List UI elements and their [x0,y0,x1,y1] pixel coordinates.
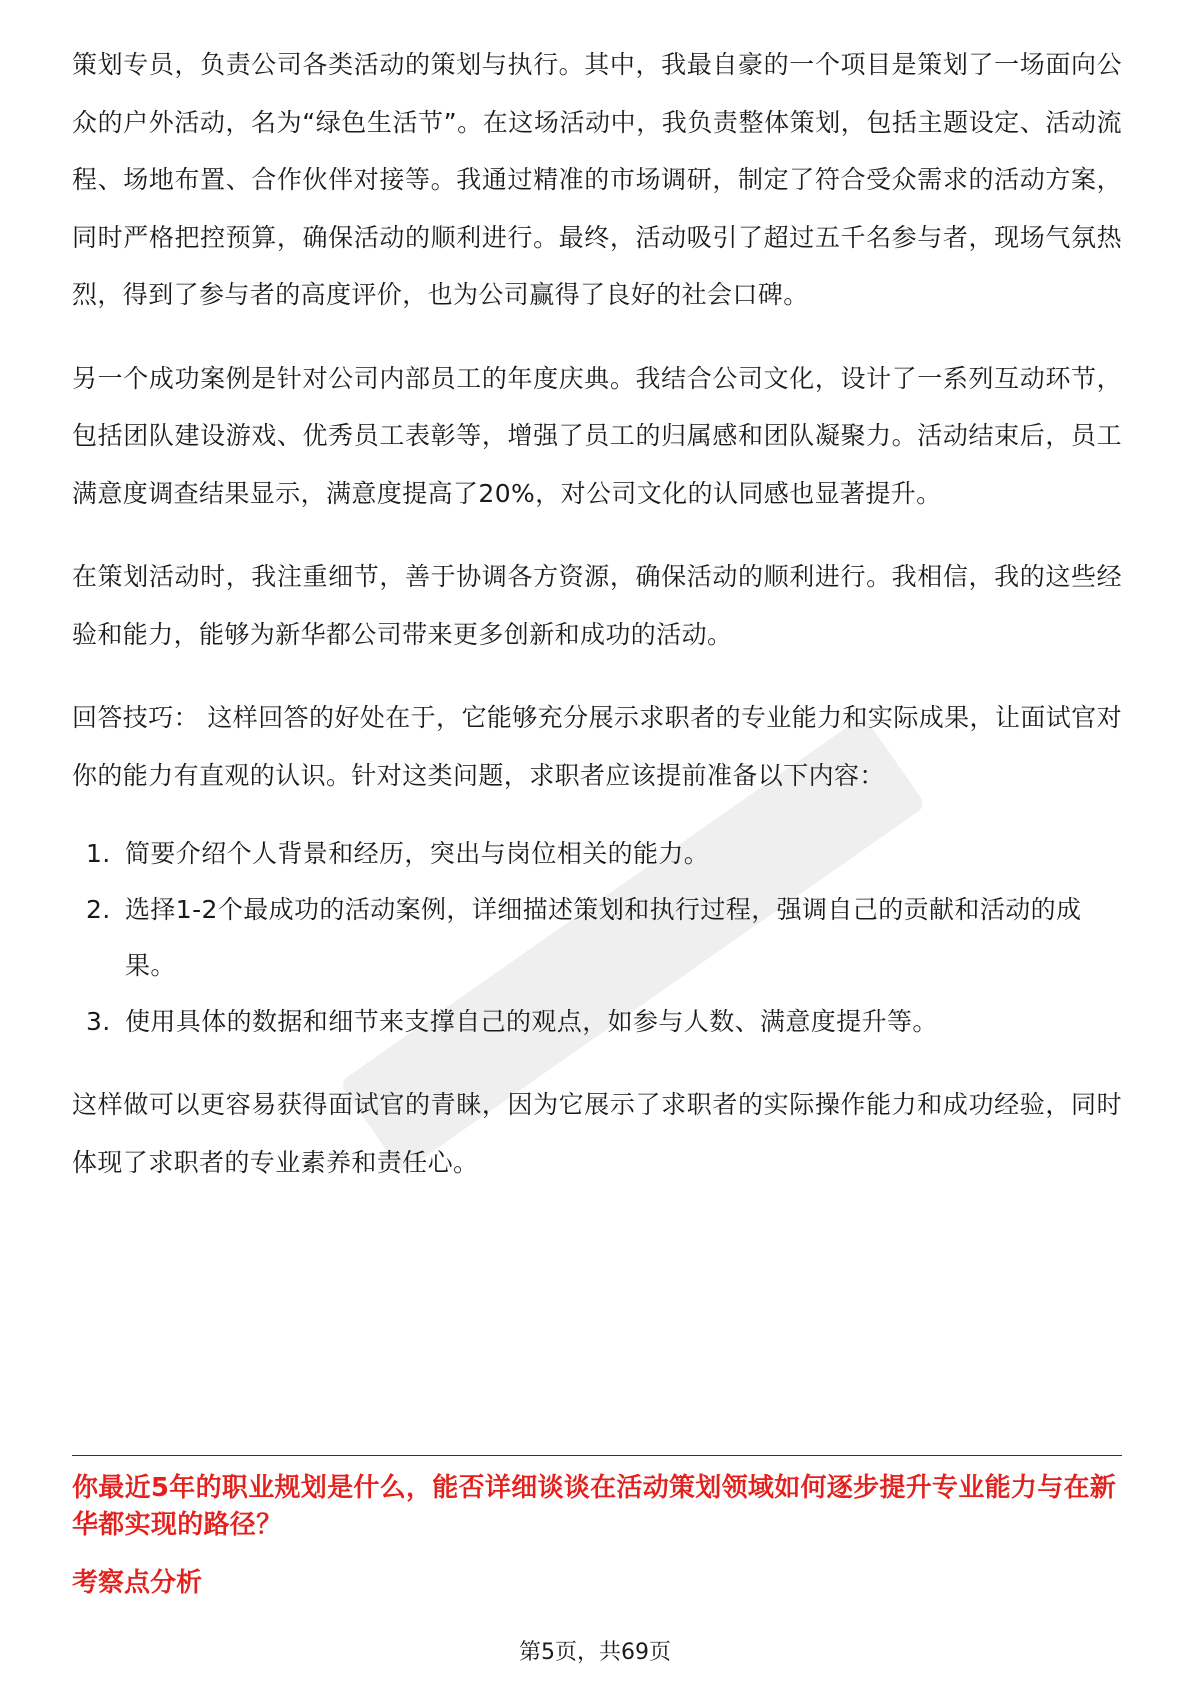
paragraph-strengths: 在策划活动时，我注重细节，善于协调各方资源，确保活动的顺利进行。我相信，我的这些经验和能力，能够为新华都公司带来更多创新和成功的活动。 [72,562,1122,649]
tips-list [72,826,1122,1050]
list-item-text: 使用具体的数据和细节来支撑自己的观点，如参与人数、满意度提升等。 [125,1007,938,1036]
list-item-text: 简要介绍个人背景和经历，突出与岗位相关的能力。 [125,839,710,868]
list-item-number: 1. [86,839,111,868]
paragraph-second-case: 另一个成功案例是针对公司内部员工的年度庆典。我结合公司文化，设计了一系列互动环节，包括团队建设游戏、优秀员工表彰等，增强了员工的归属感和团队凝聚力。活动结束后，员工满意度调查结果显示，满意度提高了20%，对公司文化的认同感也显著提升。 [72,363,1122,508]
paragraph-closing: 这样做可以更容易获得面试官的青睐，因为它展示了求职者的实际操作能力和成功经验，同时体现了求职者的专业素养和责任心。 [72,1090,1122,1177]
section-divider [72,1455,1122,1456]
paragraph-answer-tips: 回答技巧： 这样回答的好处在于，它能够充分展示求职者的专业能力和实际成果，让面试官对你的能力有直观的认识。针对这类问题，求职者应该提前准备以下内容： [72,703,1122,790]
list-item [72,826,1122,882]
list-item [72,994,1122,1050]
paragraph-experience: 策划专员，负责公司各类活动的策划与执行。其中，我最自豪的一个项目是策划了一场面向公众的户外活动，名为“绿色生活节”。在这场活动中，我负责整体策划，包括主题设定、活动流程、场地布置、合作伙伴对接等。我通过精准的市场调研，制定了符合受众需求的活动方案，同时严格把控预算，确保活动的顺利进行。最终，活动吸引了超过五千名参与者，现场气氛热烈，得到了参与者的高度评价，也为公司赢得了良好的社会口碑。 [72,50,1122,309]
document-body [72,36,1122,1217]
list-item-text: 选择1-2个最成功的活动案例，详细描述策划和执行过程，强调自己的贡献和活动的成果。 [125,895,1082,980]
page-footer: 第5页，共69页 [519,1640,671,1665]
list-item [72,882,1122,994]
interview-question: 你最近5年的职业规划是什么，能否详细谈谈在活动策划领域如何逐步提升专业能力与在新华都实现的路径？ [72,1473,1117,1540]
section-heading: 考察点分析 [72,1568,203,1598]
list-item-number: 2. [86,895,111,924]
list-item-number: 3. [86,1007,111,1036]
